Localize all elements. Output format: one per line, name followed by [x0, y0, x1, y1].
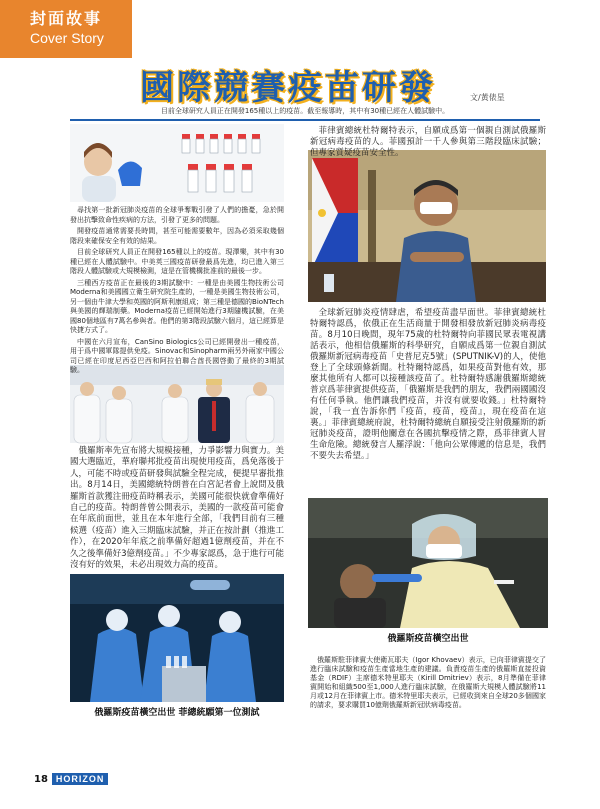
researcher-vials-illustration: [70, 124, 284, 202]
paragraph: 目前全球研究人員正在開發165種以上的疫苗。現澤樂，其中有30種已經在人體試驗中。中美英三國疫苗研發最爲先進，均已進入第三階段人體試驗或大規模檢測，這是在管機構批准前的最後一步。: [70, 248, 284, 275]
page-footer: [34, 773, 108, 785]
press-conference-photo: [70, 365, 284, 443]
lead-paragraph: 目前全球研究人員正在開發165種以上的疫苗。截至報導時，其中有30種已經在人體試驗中。: [160, 107, 450, 115]
column-2-intro: [310, 126, 546, 158]
lab-photo-caption: 俄羅斯疫苗橫空出世 菲總統願第一位測試: [94, 708, 260, 718]
title-divider: [70, 119, 540, 121]
president-desk-photo: [308, 150, 546, 302]
paragraph: 全球新冠肺炎疫情肆虐，希望疫苗盡早面世。菲律賓總統杜特爾特認爲，依俄正在生活商量于開發相發放新冠肺炎病毒疫苗。8月10日晚間，現年75歲的杜特爾特向菲國民眾表電視講話表示，他相信俄羅斯的科學研究，自願成爲第一位親自測試俄羅斯新冠病毒疫苗「史普尼克5號」(SPUTNIK-V)的人，使他登上了全球頭條新聞。杜特爾特認爲，如果疫苗對他有效，那麼其他所有人都可以接種該疫苗了。杜特爾特感謝俄羅斯總統普京爲菲律賓提供疫苗，「俄羅斯是我們的朋友，我們兩國國沒有任何爭執。他們讓我們疫苗，并沒有就要收錢。」杜特爾特說，「我一直告訴你們『疫苗，疫苗，疫苗』，現在疫苗在這裏。」菲律賓總統府說，杜特爾特總統自願接受注射俄羅斯的新冠肺炎疫苗，證明他關意在各國抗擊疫情之際，爲菲律賓人冒生命危險。總統發言人羅浮說：「他向公眾傳遞的信息是，我們不要失去希望。」: [310, 308, 546, 461]
president-desk-illustration: [308, 150, 546, 302]
section-label-zh: 封面故事: [30, 9, 103, 28]
article-title: 國際競賽疫苗研發: [140, 67, 436, 108]
magazine-brand: HORIZON: [52, 773, 109, 785]
paragraph: 俄羅斯率先宣布將大規模接種，力爭影響力與實力。美國大選臨近，華府聯邦批疫苗出現使用疫苗，爲免落後于人，可能不時或疫苗研發與試驗全程完成，便提早審批推出。8月14日，美國總統特朗普在白宮記者會上說問及俄羅斯首款獲注冊疫苗時稱表示，美國可能很快就會準備好自己的疫苗。特朗普曾公開表示，美國的一款疫苗可能會在年底前面世，並且在本年進行全部，「我們目前有三種候選（疫苗）進入三期臨床試驗，并正在按計劃（推進工作），在2020年年底之前準備好超過1億劑疫苗，并在不久之後準備好3億劑疫苗。」不少專家認爲，急于進行可能沒有好的效果，未必出現效力高的疫苗。: [70, 446, 284, 571]
press-conference-illustration: [70, 365, 284, 443]
column-1-continued: [70, 446, 284, 570]
page-number: 18: [34, 773, 48, 785]
column-1-body: [70, 206, 284, 374]
vaccination-illustration: [308, 498, 548, 628]
column-2-body: [310, 308, 546, 496]
section-tag: [0, 0, 132, 58]
researcher-vials-photo: [70, 124, 284, 202]
paragraph: 三種西方疫苗正在最後的3期試驗中：一種是由美國生物技術公司Moderna和美國國立衛生研究院生產的，一種是美國生物技術公司，另一個由牛津大學和英國的阿斯利康組成；第三種是德國的BioNTech與美國的輝瑞制藥。Moderna疫苗已經開始進行3期隨機試驗，在美國80個地區有7萬名參與者。他們的第3階段試驗六個月，這已經算是快捷方式了。: [70, 278, 284, 334]
byline: 文/黃俵星: [470, 93, 505, 102]
section-label-en: Cover Story: [30, 30, 104, 46]
paragraph: 俄羅斯駐菲律賓大使衛瓦耶夫（Igor Khovaev）表示，已向菲律賓提交了進行臨床試驗和疫苗生產當地生產的建議。負責疫苗生產的俄羅斯直接投資基金（RDIF）主席德米特里耶夫（Kirill Dmitriev）表示，8月準備在菲律賓開始和組織500至1,000人進行臨床試驗，在俄羅斯大規模人體試驗將11月或12月在菲律賓上市。德米特里耶夫表示，已經收到來自全球20多個國家的請求，要求購買10億劑俄羅斯新冠狀病毒疫苗。: [310, 656, 546, 709]
vaccination-photo: [308, 498, 548, 628]
lab-workers-photo: [70, 574, 284, 702]
paragraph: 中國在六月宣布，CanSino Biologics公司已經開發出一種疫苗，用于爲中國軍隊提供免疫。Sinovac和Sinopharm兩另外兩家中國公司已經在印度尼西亞巴西和阿拉伯聯合酋長國啓動了最終的3期試驗。: [70, 337, 284, 374]
lab-workers-illustration: [70, 574, 284, 702]
column-2-tail: [310, 656, 546, 736]
paragraph: 尋找第一批新冠肺炎疫苗的全球爭奪戰引發了人們的擔憂，急於開發出抗擊致命性疾病的方法，引發了更多的問題。: [70, 206, 284, 224]
vaccination-photo-caption: 俄羅斯疫苗橫空出世: [387, 634, 469, 644]
paragraph: 菲律賓總統杜特爾特表示，自願成爲第一個親自測試俄羅斯新冠病毒疫苗的人。菲國預計一千人參與第三階段臨床試驗；但專家質疑疫苗安全性。: [310, 126, 546, 158]
paragraph: 開發疫苗通常需要長時間，甚至可能需要數年，因為必須采取幾個階段來確保安全有效的結果。: [70, 227, 284, 245]
